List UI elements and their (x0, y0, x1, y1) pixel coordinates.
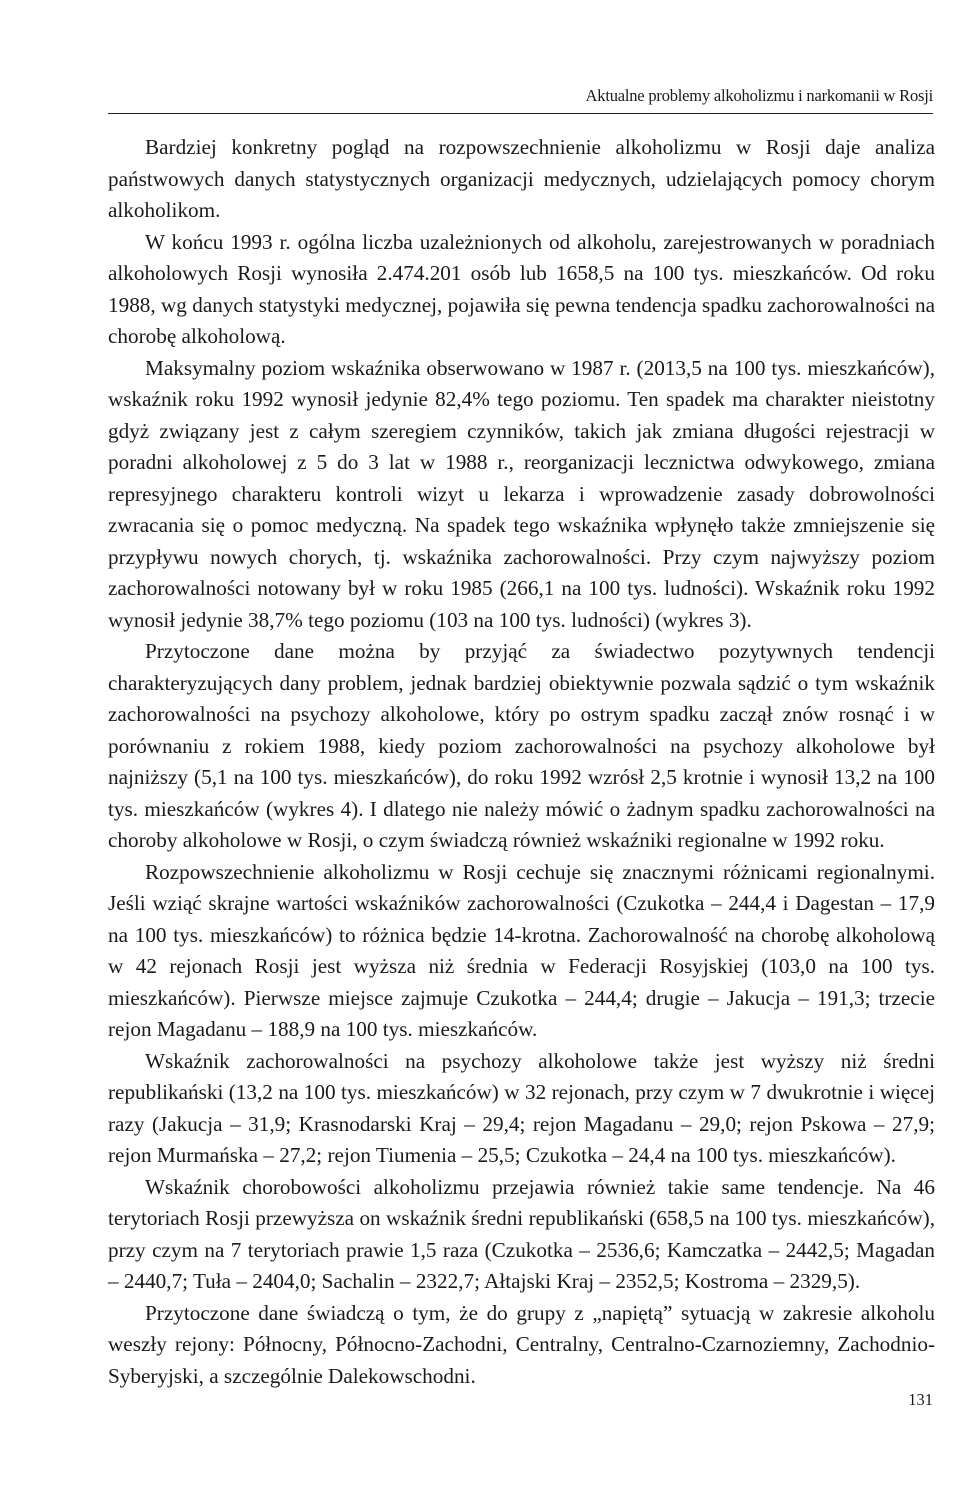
body-text (108, 132, 935, 1392)
paragraph: Przytoczone dane świadczą o tym, że do grupy z „napiętą” sytuacją w zakresie alkoholu weszły rejony: Północny, Północno-Zachodni, Centralny, Centralno-Czarnoziemny, Zachodnio-Syberyjski, a szczególnie Dalekowschodni. (108, 1300, 935, 1388)
running-header: Aktualne problemy alkoholizmu i narkomanii w Rosji (585, 86, 933, 105)
paragraph: W końcu 1993 r. ogólna liczba uzależnionych od alkoholu, zarejestrowanych w poradniach alkoholowych Rosji wynosiła 2.474.201 osób lub 1658,5 na 100 tys. mieszkańców. Od roku 1988, wg danych statystyki medycznej, pojawiła się pewna tendencja spadku zachorowalności na chorobę alkoholową. (108, 229, 935, 348)
page-number: 131 (908, 1390, 933, 1409)
paragraph: Wskaźnik zachorowalności na psychozy alkoholowe także jest wyższy niż średni republikański (13,2 na 100 tys. mieszkańców) w 32 rejonach, przy czym w 7 dwukrotnie i więcej razy (Jakucja – 31,9; Krasnodarski Kraj – 29,4; rejon Magadanu – 29,0; rejon Pskowa – 27,9; rejon Murmańska – 27,2; rejon Tiumenia – 25,5; Czukotka – 24,4 na 100 tys. mieszkańców). (108, 1048, 935, 1167)
paragraph: Rozpowszechnienie alkoholizmu w Rosji cechuje się znacznymi różnicami regionalnymi. Jeśli wziąć skrajne wartości wskaźników zachorowalności (Czukotka – 244,4 i Dagestan – 17,9 na 100 tys. mieszkańców) to różnica będzie 14-krotna. Zachorowalność na chorobę alkoholową w 42 rejonach Rosji jest wyższa niż średnia w Federacji Rosyjskiej (103,0 na 100 tys. mieszkańców). Pierwsze miejsce zajmuje Czukotka – 244,4; drugie – Jakucja – 191,3; trzecie rejon Magadanu – 188,9 na 100 tys. mieszkańców. (108, 859, 935, 1041)
header-rule (108, 113, 933, 114)
paragraph: Maksymalny poziom wskaźnika obserwowano w 1987 r. (2013,5 na 100 tys. mieszkańców), wskaźnik roku 1992 wynosił jedynie 82,4% tego poziomu. Ten spadek ma charakter nieistotny gdyż związany jest z całym szeregiem czynników, takich jak zmiana długości rejestracji w poradni alkoholowej z 5 do 3 lat w 1988 r., reorganizacji lecznictwa odwykowego, zmiana represyjnego charakteru kontroli wizyt u lekarza i wprowadzenie zasady dobrowolności zwracania się o pomoc medyczną. Na spadek tego wskaźnika wpłynęło także zmniejszenie się przypływu nowych chorych, tj. wskaźnika zachorowalności. Przy czym najwyższy poziom zachorowalności notowany był w roku 1985 (266,1 na 100 tys. ludności). Wskaźnik roku 1992 wynosił jedynie 38,7% tego poziomu (103 na 100 tys. ludności) (wykres 3). (108, 355, 935, 632)
paragraph: Przytoczone dane można by przyjąć za świadectwo pozytywnych tendencji charakteryzujących dany problem, jednak bardziej obiektywnie pozwala sądzić o tym wskaźnik zachorowalności na psychozy alkoholowe, który po ostrym spadku zaczął znów rosnąć i w porównaniu z rokiem 1988, kiedy poziom zachorowalności na psychozy alkoholowe był najniższy (5,1 na 100 tys. mieszkańców), do roku 1992 wzrósł 2,5 krotnie i wynosił 13,2 na 100 tys. mieszkańców (wykres 4). I dlatego nie należy mówić o żadnym spadku zachorowalności na choroby alkoholowe w Rosji, o czym świadczą również wskaźniki regionalne w 1992 roku. (108, 639, 935, 852)
paragraph: Wskaźnik chorobowości alkoholizmu przejawia również takie same tendencje. Na 46 terytoriach Rosji przewyższa on wskaźnik średni republikański (658,5 na 100 tys. mieszkańców), przy czym na 7 terytoriach prawie 1,5 raza (Czukotka – 2536,6; Kamczatka – 2442,5; Magadan – 2440,7; Tuła – 2404,0; Sachalin – 2322,7; Ałtajski Kraj – 2352,5; Kostroma – 2329,5). (108, 1174, 935, 1293)
paragraph: Bardziej konkretny pogląd na rozpowszechnienie alkoholizmu w Rosji daje analiza państwowych danych statystycznych organizacji medycznych, udzielających pomocy chorym alkoholikom. (108, 135, 935, 222)
